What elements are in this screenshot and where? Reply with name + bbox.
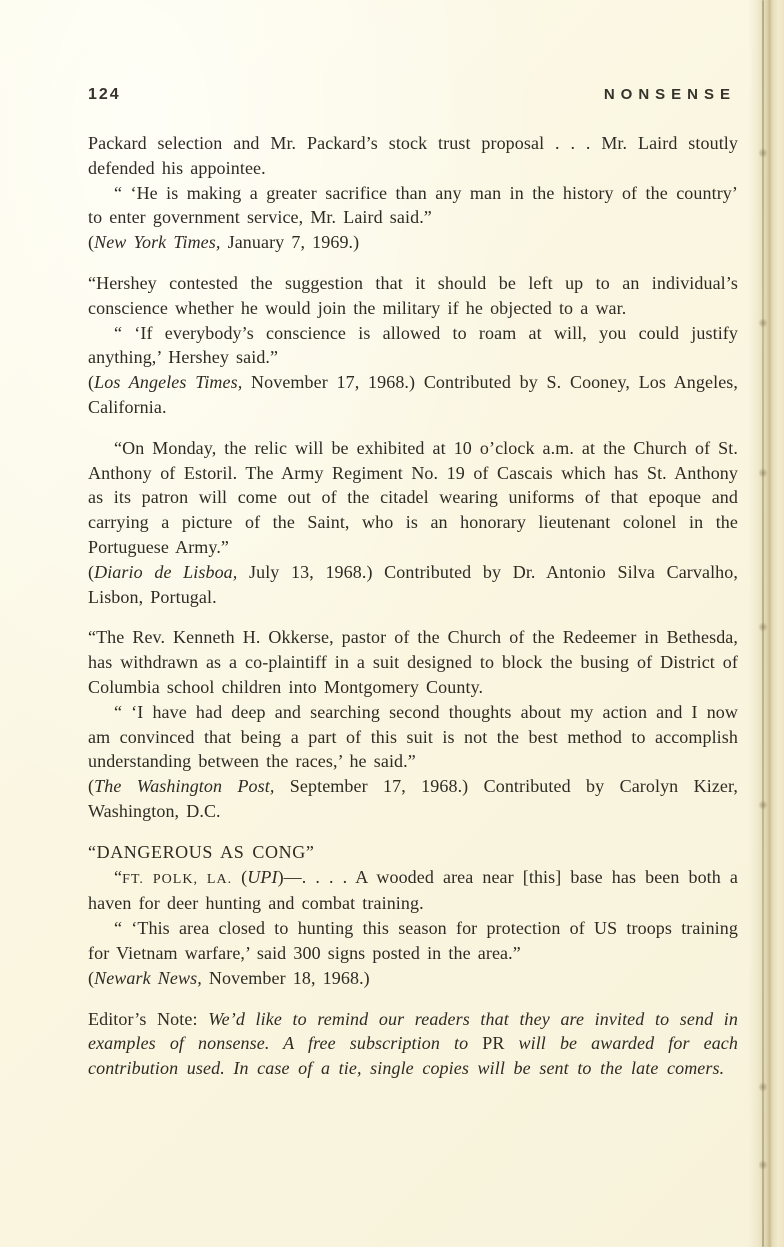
text-segment-roman: ( [88,776,95,797]
text-block [88,625,738,699]
page-edge [748,0,784,1247]
text-segment-italic: Newark News, [94,967,202,988]
text-segment-roman: )—. . . . A wooded area near [this] base has been both a haven for deer hunting and combat training. [88,866,738,914]
text-block [88,436,738,560]
text-segment-italic: Diario de Lisboa, [94,561,238,582]
text-segment-italic: Los Angeles Times, [94,372,243,393]
page-number: 124 [88,86,121,103]
text-segment-roman: November 17, 1968.) Contributed by S. Cooney, Los Angeles, California. [88,372,738,417]
text-segment-roman: “ ‘If everybody’s conscience is allowed to roam at will, you could justify anything,’ Hershey said.” [88,322,738,368]
text-segment-roman: PR [482,1033,505,1054]
text-segment-roman: ( [88,372,95,393]
page-body [88,131,738,1081]
text-segment-roman: “ ‘This area closed to hunting this season for protection of US troops training for Vietnam warfare,’ said 300 signs posted in the area.” [88,918,738,963]
text-segment-roman: July 13, 1968.) Contributed by Dr. Antonio Silva Carvalho, Lisbon, Portugal. [88,561,738,607]
text-segment-roman: Packard selection and Mr. Packard’s stock trust proposal . . . Mr. Laird stoutly defended his appointee. [88,133,738,178]
running-head: NONSENSE [603,86,736,103]
text-block [88,370,738,420]
text-segment-roman: ( [88,967,95,988]
text-segment-roman: September 17, 1968.) Contributed by Carolyn Kizer, Washington, D.C. [88,776,738,821]
text-block [88,560,738,610]
text-block [88,181,738,231]
text-block [88,131,738,181]
text-block [88,865,738,917]
text-segment-roman: ( [232,866,248,887]
page-edge-notch [758,318,768,328]
text-block [88,774,738,824]
text-segment-roman: “Hershey contested the suggestion that it should be left up to an individual’s conscience whether he would join the military if he objected to a war. [88,272,738,318]
text-block [88,230,738,255]
text-segment-roman: Editor’s Note: [88,1008,209,1029]
text-block [88,271,738,321]
text-block [88,321,738,371]
text-segment-italic: UPI [247,866,278,887]
page-header [88,86,736,104]
text-segment-roman: ( [88,561,95,582]
text-segment-roman: “DANGEROUS AS CONG” [88,841,315,862]
page-edge-notch [758,148,768,158]
text-segment-smallcaps: FT. POLK, LA. [122,870,233,887]
text-segment-italic: We’d like to remind our readers that they are invited to send in examples of nonsense. A free subscription to [88,1008,738,1054]
text-block [88,966,738,991]
text-segment-roman: “The Rev. Kenneth H. Okkerse, pastor of the Church of the Redeemer in Bethesda, has withdrawn as a co-plaintiff in a suit designed to block the busing of District of Columbia school children into Montgomery County. [88,627,738,697]
text-segment-italic: New York Times, [94,232,221,253]
text-block [88,1007,738,1081]
text-segment-roman: “ ‘I have had deep and searching second thoughts about my action and I now am convinced that being a part of this suit is not the best method to accomplish understanding between the races,’ he said.” [88,701,738,772]
text-segment-roman: January 7, 1969.) [220,232,360,253]
page-edge-notch [758,622,768,632]
text-block [88,916,738,966]
text-segment-roman: “ ‘He is making a greater sacrifice than any man in the history of the country’ to enter government service, Mr. Laird said.” [88,182,738,228]
text-segment-italic: The Washington Post, [94,776,275,797]
text-segment-roman: “ [114,866,123,887]
section-heading [88,840,738,865]
text-block [88,700,738,774]
text-segment-roman: “On Monday, the relic will be exhibited at 10 o’clock a.m. at the Church of St. Anthony of Estoril. The Army Regiment No. 19 of Cascais which has St. Anthony as its patron will come out of the citadel wearing uniforms of that epoque and carrying a picture of the Saint, who is an honorary lieutenant colonel in the Portuguese Army.” [88,437,738,557]
text-segment-roman: ( [88,232,95,253]
text-segment-italic: will be awarded for each contribution used. In case of a tie, single copies will be sent to the late comers. [88,1033,738,1079]
page-edge-notch [758,800,768,810]
text-segment-roman: November 18, 1968.) [201,967,370,988]
page-edge-notch [758,1160,768,1170]
page-edge-notch [758,1082,768,1092]
page-edge-notch [758,468,768,478]
